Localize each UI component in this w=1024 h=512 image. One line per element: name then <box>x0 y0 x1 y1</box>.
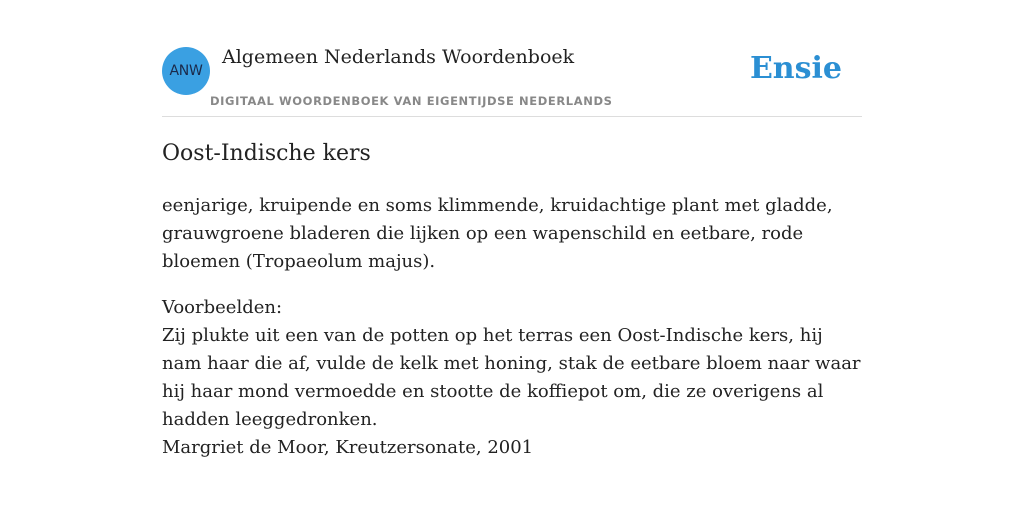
dictionary-subtitle: DIGITAAL WOORDENBOEK VAN EIGENTIJDSE NEDERLANDS <box>210 94 613 108</box>
entry-definition: eenjarige, kruipende en soms klimmende, kruidachtige plant met gladde, grauwgroene bladeren die lijken op een wapenschild en eetbare, rode bloemen (Tropaeolum majus). <box>162 195 833 272</box>
site-header <box>162 0 862 117</box>
anw-logo-text: ANW <box>169 63 203 79</box>
entry-content <box>162 138 862 462</box>
anw-logo[interactable] <box>162 47 210 95</box>
example-source: Margriet de Moor, Kreutzersonate, 2001 <box>162 437 534 458</box>
dictionary-title[interactable]: Algemeen Nederlands Woordenboek <box>222 46 575 68</box>
examples-label: Voorbeelden: <box>162 297 283 318</box>
entry-title: Oost-Indische kers <box>162 141 371 166</box>
ensie-brand-logo[interactable]: Ensie <box>749 51 842 86</box>
example-text: Zij plukte uit een van de potten op het terras een Oost-Indische kers, hij nam haar die af, vulde de kelk met honing, stak de eetbare bloem naar waar hij haar mond vermoedde en stootte de koffiepot om, die ze overigens al hadden leeggedronken. <box>162 325 861 430</box>
examples-section <box>162 294 862 462</box>
